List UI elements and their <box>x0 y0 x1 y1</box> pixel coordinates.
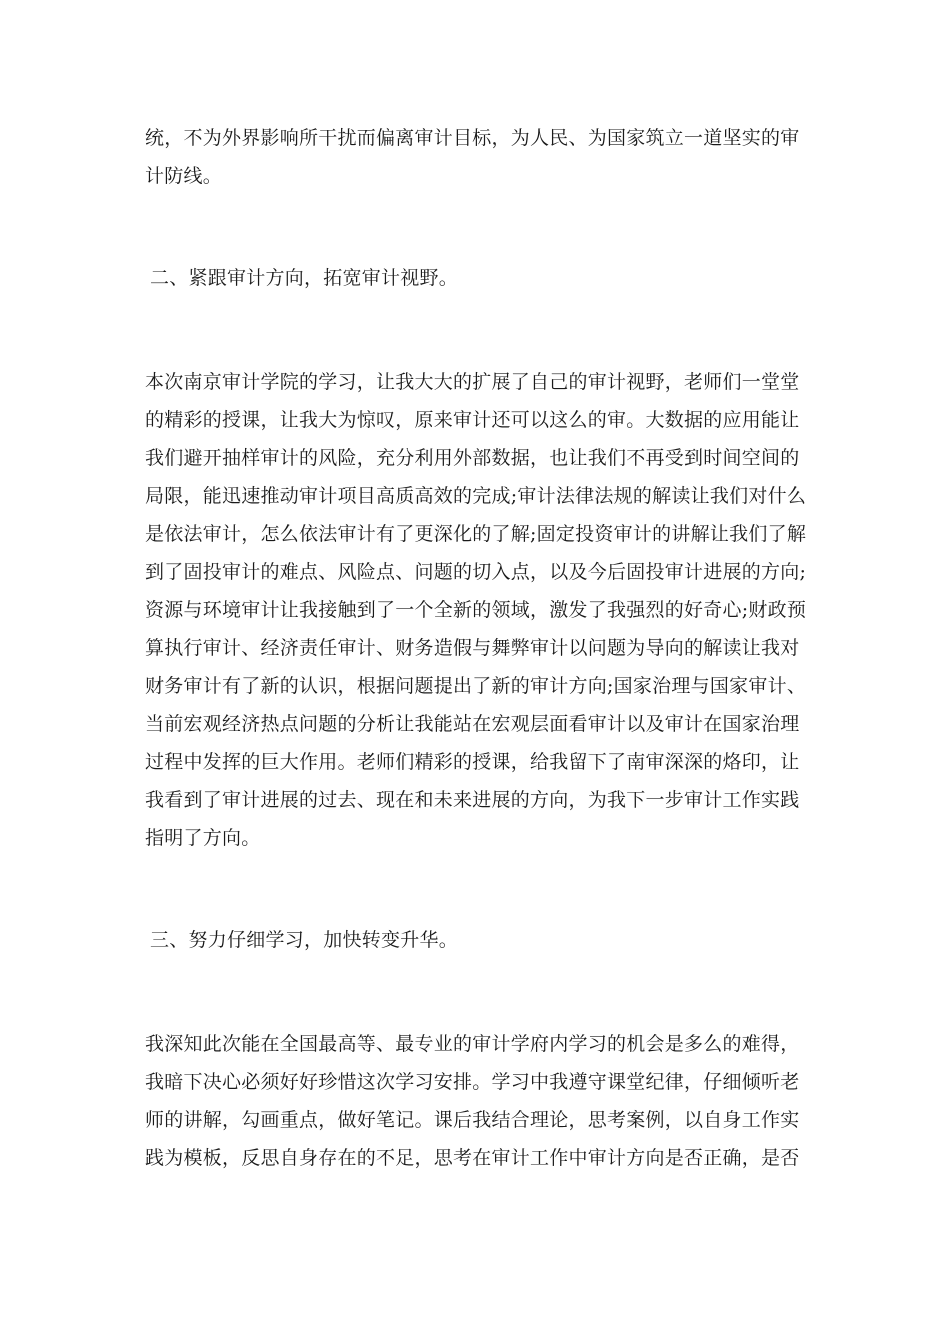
section2-line: 的精彩的授课，让我大为惊叹，原来审计还可以这么的审。大数据的应用能让 <box>145 409 800 431</box>
section2-line: 当前宏观经济热点问题的分析让我能站在宏观层面看审计以及审计在国家治理 <box>145 713 800 735</box>
section2-line: 财务审计有了新的认识，根据问题提出了新的审计方向;国家治理与国家审计、 <box>145 675 807 697</box>
section-heading-3: 三、努力仔细学习，加快转变升华。 <box>150 929 459 951</box>
section2-line: 指明了方向。 <box>145 827 261 849</box>
section2-line: 我们避开抽样审计的风险，充分利用外部数据，也让我们不再受到时间空间的 <box>145 447 800 469</box>
intro-line: 统，不为外界影响所干扰而偏离审计目标，为人民、为国家筑立一道坚实的审 <box>145 127 800 149</box>
section3-line: 师的讲解，勾画重点，做好笔记。课后我结合理论，思考案例，以自身工作实 <box>145 1109 800 1131</box>
section2-line: 过程中发挥的巨大作用。老师们精彩的授课，给我留下了南审深深的烙印，让 <box>145 751 800 773</box>
intro-line: 计防线。 <box>145 165 223 187</box>
section3-line: 践为模板，反思自身存在的不足，思考在审计工作中审计方向是否正确，是否 <box>145 1147 800 1169</box>
section2-line: 我看到了审计进展的过去、现在和未来进展的方向，为我下一步审计工作实践 <box>145 789 800 811</box>
section2-line: 到了固投审计的难点、风险点、问题的切入点，以及今后固投审计进展的方向; <box>145 561 807 583</box>
section2-line: 资源与环境审计让我接触到了一个全新的领域，激发了我强烈的好奇心;财政预 <box>145 599 807 621</box>
section-heading-2: 二、紧跟审计方向，拓宽审计视野。 <box>150 267 459 289</box>
section3-line: 我深知此次能在全国最高等、最专业的审计学府内学习的机会是多么的难得， <box>145 1033 800 1055</box>
section3-line: 我暗下决心必须好好珍惜这次学习安排。学习中我遵守课堂纪律，仔细倾听老 <box>145 1071 800 1093</box>
section2-line: 局限，能迅速推动审计项目高质高效的完成;审计法律法规的解读让我们对什么 <box>145 485 807 507</box>
section2-line: 本次南京审计学院的学习，让我大大的扩展了自己的审计视野，老师们一堂堂 <box>145 371 800 393</box>
section2-line: 算执行审计、经济责任审计、财务造假与舞弊审计以问题为导向的解读让我对 <box>145 637 800 659</box>
section2-line: 是依法审计，怎么依法审计有了更深化的了解;固定投资审计的讲解让我们了解 <box>145 523 807 545</box>
